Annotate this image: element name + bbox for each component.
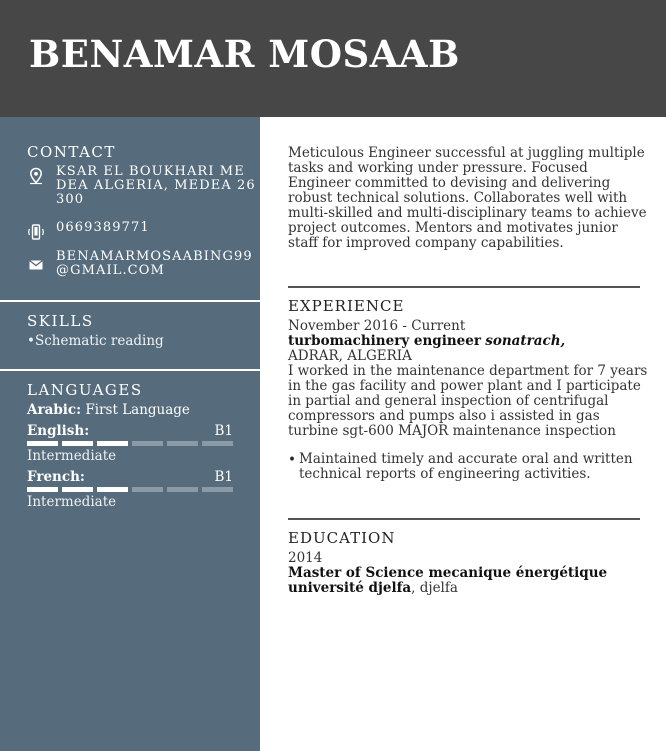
candidate-name: BENAMAR MOSAAB	[29, 32, 460, 76]
language-english	[27, 423, 233, 439]
job-title: turbomachinery engineer	[288, 333, 481, 349]
phone-icon	[27, 223, 45, 241]
bar-segment	[132, 487, 163, 492]
education-degree: Master of Science mecanique énergétique	[288, 565, 608, 581]
experience-location: ADRAR, ALGERIA	[288, 348, 412, 364]
bar-segment	[97, 487, 128, 492]
language-french	[27, 469, 233, 485]
company-name: sonatrach,	[485, 333, 566, 349]
bar-segment	[167, 441, 198, 446]
language-name: English:	[27, 423, 90, 439]
professional-summary: Meticulous Engineer successful at juggling multiple tasks and working under pressure. Focused Engineer committed to devising and delivering robust technical solutions. Collaborates well with multi-skilled and multi-disciplinary teams to achieve project outcomes. Mentors and motivates junior staff for improved company capabilities.	[288, 145, 647, 251]
language-level: B1	[214, 423, 233, 439]
bar-segment	[62, 441, 93, 446]
experience-dates: November 2016 - Current	[288, 318, 466, 334]
experience-description: I worked in the maintenance department for 7 years in the gas facility and power plant and I participate in partial and general inspection of centrifugal compressors and pumps also i assisted in gas turbine sgt-600 MAJOR maintenance inspection	[288, 363, 648, 439]
bar-segment	[202, 487, 233, 492]
bullet-dot: •	[288, 452, 296, 468]
bar-segment	[27, 487, 58, 492]
bar-segment	[97, 441, 128, 446]
contact-email	[27, 250, 252, 282]
experience-role	[288, 334, 648, 349]
bar-segment	[202, 441, 233, 446]
address-text: KSAR EL BOUKHARI MEDEA ALGERIA, MEDEA 26300	[56, 164, 256, 207]
experience-heading: EXPERIENCE	[288, 297, 405, 315]
language-progress-bar	[27, 441, 233, 446]
email-icon	[27, 256, 45, 274]
contact-phone	[27, 221, 252, 239]
sidebar-divider	[0, 369, 260, 371]
skills-heading: SKILLS	[27, 312, 94, 330]
languages-heading: LANGUAGES	[27, 381, 143, 399]
language-level: B1	[214, 469, 233, 485]
contact-heading: CONTACT	[27, 143, 116, 161]
bar-segment	[62, 487, 93, 492]
bar-segment	[27, 441, 58, 446]
language-name: Arabic:	[27, 402, 82, 418]
language-description: Intermediate	[27, 448, 117, 464]
sidebar-divider	[0, 300, 260, 302]
section-divider	[288, 518, 640, 520]
contact-address	[27, 164, 256, 209]
experience-bullet: Maintained timely and accurate oral and written technical reports of engineering activities.	[299, 451, 633, 482]
sidebar	[0, 117, 260, 751]
language-description: Intermediate	[27, 494, 117, 510]
email-text: BENAMARMOSAABING99@GMAIL.COM	[56, 249, 253, 278]
language-level-text: First Language	[85, 402, 190, 418]
location-pin-icon	[27, 167, 45, 185]
language-name: French:	[27, 469, 85, 485]
education-year: 2014	[288, 550, 323, 566]
resume-header	[0, 0, 666, 117]
school-city: , djelfa	[411, 580, 458, 596]
language-arabic	[27, 402, 233, 418]
bar-segment	[167, 487, 198, 492]
education-heading: EDUCATION	[288, 529, 396, 547]
skill-item: •Schematic reading	[27, 333, 164, 349]
school-name: université djelfa	[288, 580, 412, 596]
bar-segment	[132, 441, 163, 446]
education-school	[288, 581, 648, 596]
language-progress-bar	[27, 487, 233, 492]
main-content	[260, 117, 666, 751]
section-divider	[288, 286, 640, 288]
phone-text: 0669389771	[56, 220, 150, 235]
